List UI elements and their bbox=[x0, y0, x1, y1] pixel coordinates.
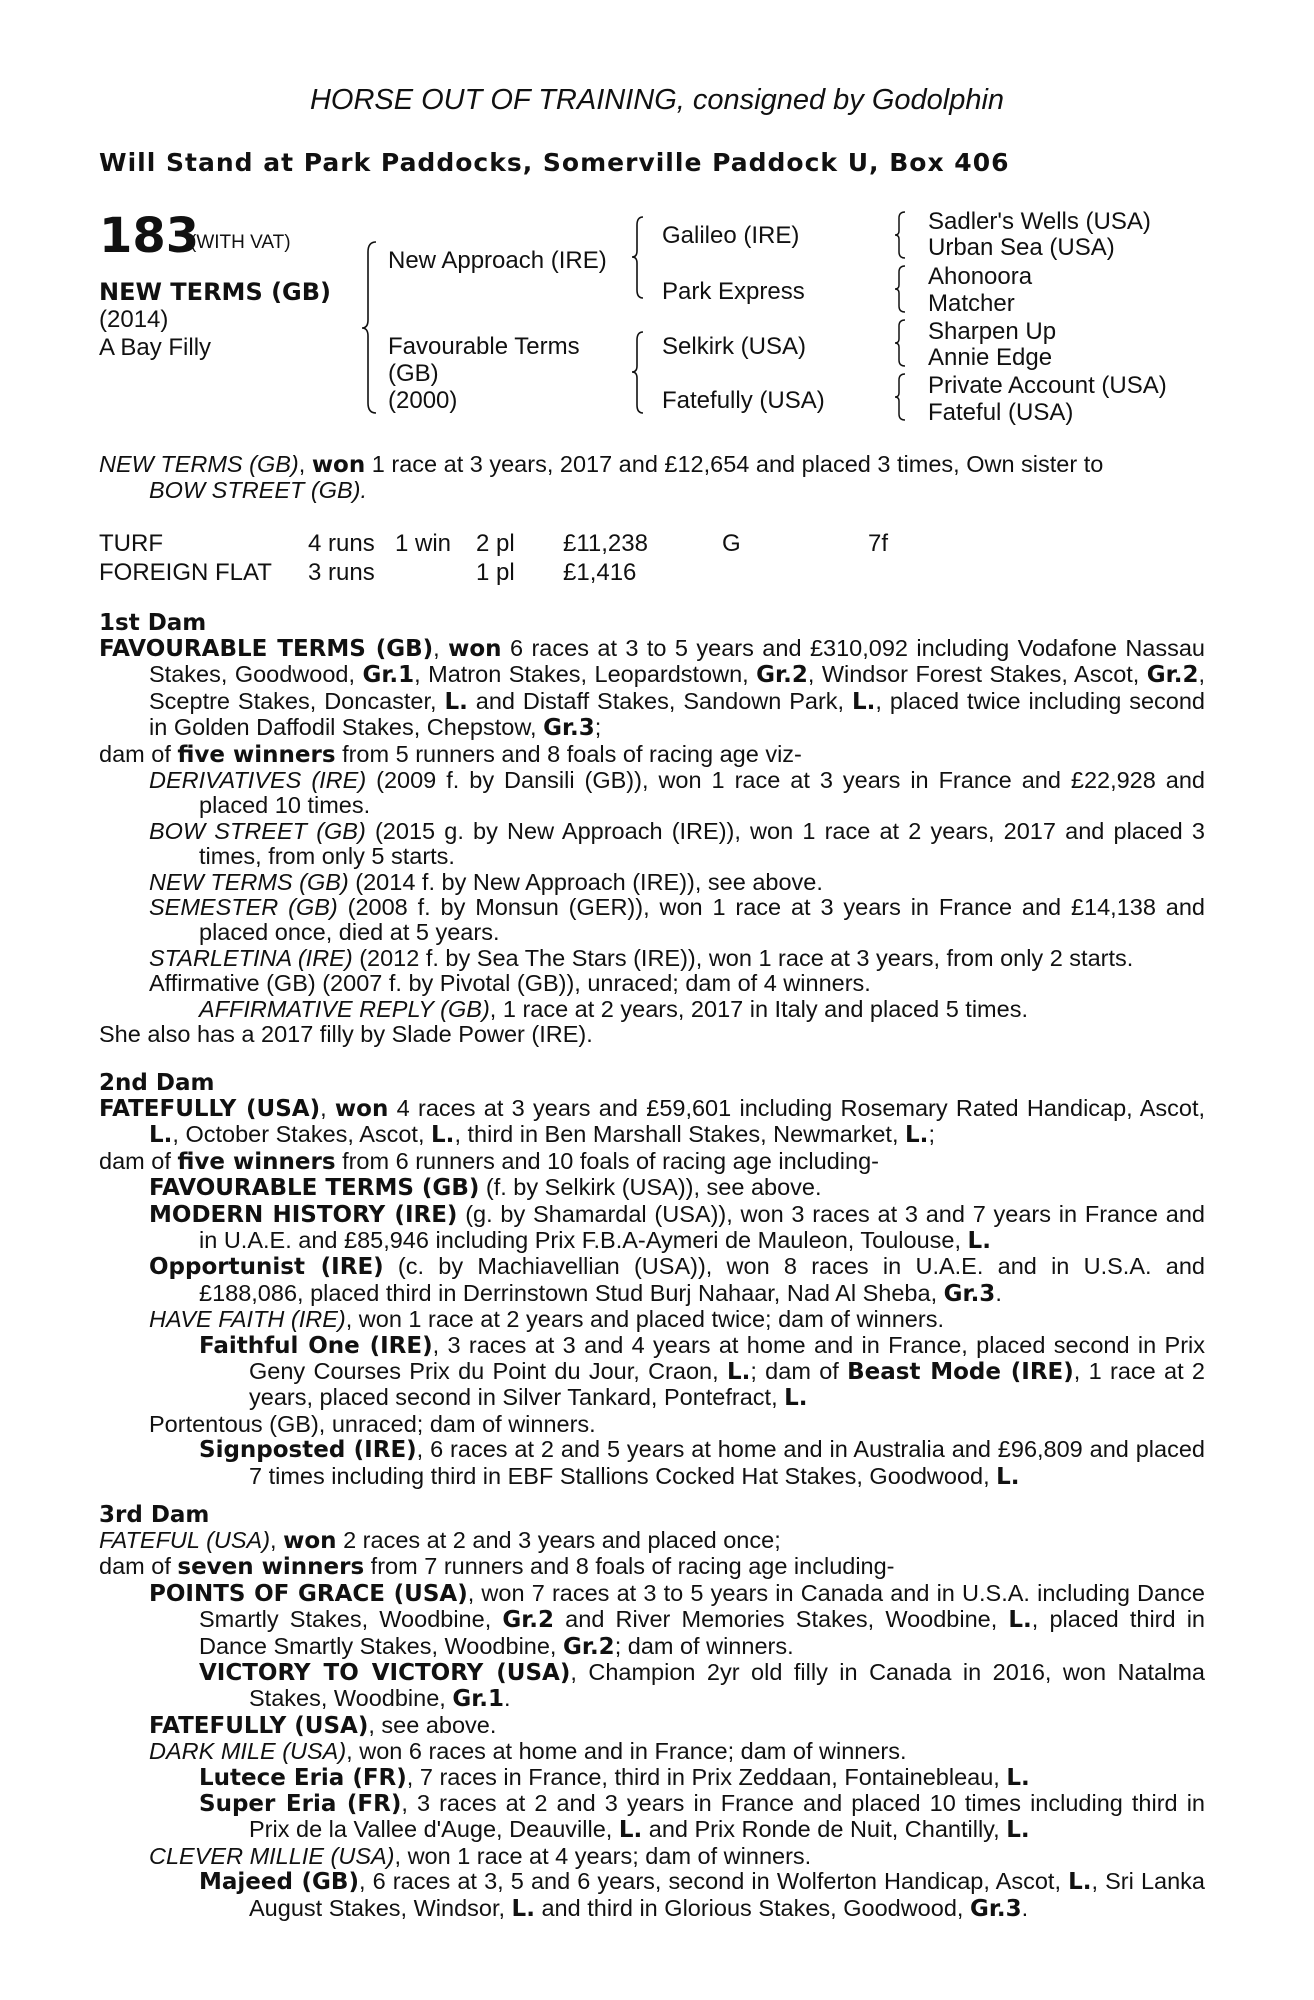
progeny-entry: Affirmative (GB) (2007 f. by Pivotal (GB)), unraced; dam of 4 winners. bbox=[149, 970, 871, 997]
stand-location: Will Stand at Park Paddocks, Somerville Paddock U, Box 406 bbox=[99, 148, 1010, 177]
progeny-entry: Signposted (IRE), 6 races at 2 and 5 years at home and in Australia and £96,809 and placed 7 times including third in EBF Stallions Cocked Hat Stakes, Goodwood, L. bbox=[199, 1436, 1205, 1490]
progeny-entry: AFFIRMATIVE REPLY (GB), 1 race at 2 years, 2017 in Italy and placed 5 times. bbox=[199, 995, 1028, 1022]
progeny-entry: Faithful One (IRE), 3 races at 3 and 4 years at home and in France, placed second in Prix Geny Courses Prix du Point du Jour, Craon, L.; dam of Beast Mode (IRE), 1 race at 2 years, placed second in Silver Tankard, Pontefract, L. bbox=[199, 1331, 1205, 1412]
pedigree-dam: Favourable Terms bbox=[388, 333, 580, 360]
catalogue-heading: HORSE OUT OF TRAINING, consigned by Godolphin bbox=[309, 84, 1005, 116]
record-runs: 3 runs bbox=[308, 559, 375, 586]
dam-name: FATEFULLY (USA) bbox=[99, 1096, 321, 1122]
summary-sibling: BOW STREET (GB). bbox=[149, 477, 368, 504]
progeny-entry: MODERN HISTORY (IRE) (g. by Shamardal (USA)), won 3 races at 3 and 7 years in France and in U.A.E. and £85,946 including Prix F.B.A-Aymeri de Mauleon, Toulouse, L. bbox=[149, 1200, 1205, 1255]
progeny-entry: NEW TERMS (GB) (2014 f. by New Approach (IRE)), see above. bbox=[149, 868, 823, 895]
pedigree-dsd: Annie Edge bbox=[928, 344, 1053, 371]
progeny-entry: HAVE FAITH (IRE), won 1 race at 2 years and placed twice; dam of winners. bbox=[149, 1306, 944, 1333]
vat-note: (WITH VAT) bbox=[190, 232, 291, 253]
second-dam-section: FATEFULLY (USA), won 4 races at 3 years and £59,601 including Rosemary Rated Handicap, Ascot, L., October Stakes, Ascot, L., third in Ben Marshall Stakes, Newmarket, L.; dam of five winners from 6 runners and 10 foals of racing age including- FAVOURABLE TERMS (GB) (f. by Selkirk (USA)), see above. MODERN HISTORY (IRE) (g. by Shamardal (USA)), won 3 races at 3 and 7 years in France and in U.A.E. and £85,946 including Prix F.B.A-Aymeri de Mauleon, Toulouse, L. Opportunist (IRE) (c. by Machiavellian (USA)), won 8 races in U.A.E. and in U.S.A. and £188,086, placed third in Derrinstown Stud Burj Nahaar, Nad Al Sheba, Gr.3. HAVE FAITH (IRE), won 1 race at 2 years and placed twice; dam of winners. Faithful One (IRE), 3 races at 3 and 4 years at home and in France, placed second in Prix Geny Courses Prix du Point du Jour, Craon, L.; dam of Beast Mode (IRE), 1 race at 2 years, placed second in Silver Tankard, Pontefract, L. Portentous (GB), unraced; dam of winners. Signposted (IRE), 6 races at 2 and 5 years at home and in Australia and £96,809 and placed 7 times including third in EBF Stallions Cocked Hat Stakes, Goodwood, L. bbox=[99, 1095, 1205, 1490]
record-runs: 4 runs bbox=[308, 530, 375, 557]
progeny-entry: DERIVATIVES (IRE) (2009 f. by Dansili (GB)), won 1 race at 3 years in France and £22,928 and placed 10 times. bbox=[149, 767, 1205, 819]
pedigree-ssd: Urban Sea (USA) bbox=[928, 234, 1115, 261]
pedigree-dss: Sharpen Up bbox=[928, 318, 1057, 345]
record-amount: £1,416 bbox=[563, 559, 637, 586]
progeny-entry: VICTORY TO VICTORY (USA), Champion 2yr old filly in Canada in 2016, won Natalma Stakes, Woodbine, Gr.1. bbox=[199, 1659, 1205, 1713]
pedigree-sdd: Matcher bbox=[928, 290, 1015, 317]
progeny-entry: POINTS OF GRACE (USA), won 7 races at 3 to 5 years in Canada and in U.S.A. including Dance Smartly Stakes, Woodbine, Gr.2 and River Memories Stakes, Woodbine, L., placed third in Dance Smartly Stakes, Woodbine, Gr.2; dam of winners. bbox=[149, 1579, 1205, 1660]
pedigree-brace-ss bbox=[893, 210, 907, 260]
pedigree-sire-dam: Park Express bbox=[662, 278, 805, 305]
record-type: TURF bbox=[99, 530, 163, 557]
race-summary: NEW TERMS (GB), won 1 race at 3 years, 2017 and £12,654 and placed 3 times, Own sister to BOW STREET (GB). bbox=[99, 451, 1104, 504]
progeny-entry: FAVOURABLE TERMS (GB) (f. by Selkirk (USA)), see above. bbox=[149, 1174, 822, 1202]
record-wins: 1 win bbox=[395, 530, 452, 557]
progeny-entry: Portentous (GB), unraced; dam of winners. bbox=[149, 1410, 596, 1437]
pedigree-brace-ds bbox=[893, 318, 907, 368]
summary-horse: NEW TERMS (GB) bbox=[99, 451, 299, 477]
summary-text: 1 race at 3 years, 2017 and £12,654 and placed 3 times, Own sister to bbox=[365, 451, 1104, 477]
pedigree-sire-sire: Galileo (IRE) bbox=[662, 222, 800, 249]
pedigree-dds: Private Account (USA) bbox=[928, 372, 1167, 399]
pedigree-brace-dd bbox=[893, 372, 907, 422]
third-dam-section: FATEFUL (USA), won 2 races at 2 and 3 years and placed once; dam of seven winners from 7 runners and 8 foals of racing age including- POINTS OF GRACE (USA), won 7 races at 3 to 5 years in Canada and in U.S.A. including Dance Smartly Stakes, Woodbine, Gr.2 and River Memories Stakes, Woodbine, L., placed third in Dance Smartly Stakes, Woodbine, Gr.2; dam of winners. VICTORY TO VICTORY (USA), Champion 2yr old filly in Canada in 2016, won Natalma Stakes, Woodbine, Gr.1. FATEFULLY (USA), see above. DARK MILE (USA), won 6 races at home and in France; dam of winners. Lutece Eria (FR), 7 races in France, third in Prix Zeddaan, Fontainebleau, L. Super Eria (FR), 3 races at 2 and 3 years in France and placed 10 times including third in Prix de la Vallee d'Auge, Deauville, L. and Prix Ronde de Nuit, Chantilly, L. CLEVER MILLIE (USA), won 1 race at 4 years; dam of winners. Majeed (GB), 6 races at 3, 5 and 6 years, second in Wolferton Handicap, Ascot, L., Sri Lanka August Stakes, Windsor, L. and third in Glorious Stakes, Goodwood, Gr.3. bbox=[99, 1527, 1205, 1922]
pedigree-brace-sd bbox=[893, 264, 907, 314]
summary-won: won bbox=[311, 452, 366, 478]
progeny-entry: Lutece Eria (FR), 7 races in France, third in Prix Zeddaan, Fontainebleau, L. bbox=[199, 1763, 1030, 1791]
pedigree-dam-dam: Fatefully (USA) bbox=[662, 387, 825, 414]
pedigree-dam-year: (2000) bbox=[388, 387, 458, 414]
progeny-entry: Majeed (GB), 6 races at 3, 5 and 6 years, second in Wolferton Handicap, Ascot, L., Sri Lanka August Stakes, Windsor, L. and third in Glorious Stakes, Goodwood, Gr.3. bbox=[199, 1868, 1205, 1922]
pedigree-brace-main bbox=[360, 240, 380, 415]
record-places: 1 pl bbox=[476, 559, 515, 586]
pedigree-sire: New Approach (IRE) bbox=[388, 247, 607, 274]
pedigree-sss: Sadler's Wells (USA) bbox=[928, 208, 1151, 235]
pedigree-ddd: Fateful (USA) bbox=[928, 399, 1074, 426]
pedigree-brace-sire bbox=[630, 215, 646, 300]
pedigree-dam-sire: Selkirk (USA) bbox=[662, 333, 807, 360]
record-going: G bbox=[722, 530, 741, 557]
progeny-entry: SEMESTER (GB) (2008 f. by Monsun (GER)), won 1 race at 3 years in France and £14,138 and placed once, died at 5 years. bbox=[149, 894, 1205, 946]
pedigree-sds: Ahonoora bbox=[928, 263, 1033, 290]
first-dam-section: FAVOURABLE TERMS (GB), won 6 races at 3 to 5 years and £310,092 including Vodafone Nassau Stakes, Goodwood, Gr.1, Matron Stakes, Leopardstown, Gr.2, Windsor Forest Stakes, Ascot, Gr.2, Sceptre Stakes, Doncaster, L. and Distaff Stakes, Sandown Park, L., placed twice including second in Golden Daffodil Stakes, Chepstow, Gr.3; dam of five winners from 5 runners and 8 foals of racing age viz- DERIVATIVES (IRE) (2009 f. by Dansili (GB)), won 1 race at 3 years in France and £22,928 and placed 10 times. BOW STREET (GB) (2015 g. by New Approach (IRE)), won 1 race at 2 years, 2017 and placed 3 times, from only 5 starts. NEW TERMS (GB) (2014 f. by New Approach (IRE)), see above. SEMESTER (GB) (2008 f. by Monsun (GER)), won 1 race at 3 years in France and £14,138 and placed once, died at 5 years. STARLETINA (IRE) (2012 f. by Sea The Stars (IRE)), won 1 race at 3 years, from only 2 starts. Affirmative (GB) (2007 f. by Pivotal (GB)), unraced; dam of 4 winners. AFFIRMATIVE REPLY (GB), 1 race at 2 years, 2017 in Italy and placed 5 times. She also has a 2017 filly by Slade Power (IRE). bbox=[99, 635, 1206, 1048]
section-heading: 1st Dam bbox=[99, 610, 207, 636]
record-distance: 7f bbox=[868, 530, 889, 557]
progeny-entry: STARLETINA (IRE) (2012 f. by Sea The Stars (IRE)), won 1 race at 3 years, from only 2 starts. bbox=[149, 944, 1134, 971]
horse-name: NEW TERMS (GB) bbox=[99, 278, 332, 306]
progeny-entry: CLEVER MILLIE (USA), won 1 race at 4 years; dam of winners. bbox=[149, 1842, 812, 1869]
section-heading: 2nd Dam bbox=[99, 1070, 215, 1096]
pedigree-brace-dam bbox=[630, 330, 646, 415]
dam-name: FAVOURABLE TERMS (GB) bbox=[99, 636, 434, 662]
progeny-entry: FATEFULLY (USA), see above. bbox=[149, 1711, 497, 1739]
footnote: She also has a 2017 filly by Slade Power (IRE). bbox=[99, 1021, 593, 1048]
dam-name: FATEFUL (USA) bbox=[99, 1527, 271, 1553]
record-amount: £11,238 bbox=[563, 530, 648, 557]
horse-description: A Bay Filly bbox=[99, 334, 212, 361]
progeny-entry: DARK MILE (USA), won 6 races at home and in France; dam of winners. bbox=[149, 1738, 907, 1765]
section-heading: 3rd Dam bbox=[99, 1502, 210, 1528]
progeny-entry: BOW STREET (GB) (2015 g. by New Approach (IRE)), won 1 race at 2 years, 2017 and placed 3 times, from only 5 starts. bbox=[149, 817, 1206, 870]
horse-year: (2014) bbox=[99, 306, 169, 333]
pedigree-dam-country: (GB) bbox=[388, 360, 439, 387]
lot-number: 183 bbox=[99, 208, 200, 264]
record-places: 2 pl bbox=[476, 530, 515, 557]
progeny-entry: Super Eria (FR), 3 races at 2 and 3 years in France and placed 10 times including third in Prix de la Vallee d'Auge, Deauville, L. and Prix Ronde de Nuit, Chantilly, L. bbox=[199, 1790, 1205, 1844]
record-type: FOREIGN FLAT bbox=[99, 559, 272, 586]
progeny-entry: Opportunist (IRE) (c. by Machiavellian (USA)), won 8 races in U.A.E. and in U.S.A. and £188,086, placed third in Derrinstown Stud Burj Nahaar, Nad Al Sheba, Gr.3. bbox=[149, 1253, 1205, 1307]
